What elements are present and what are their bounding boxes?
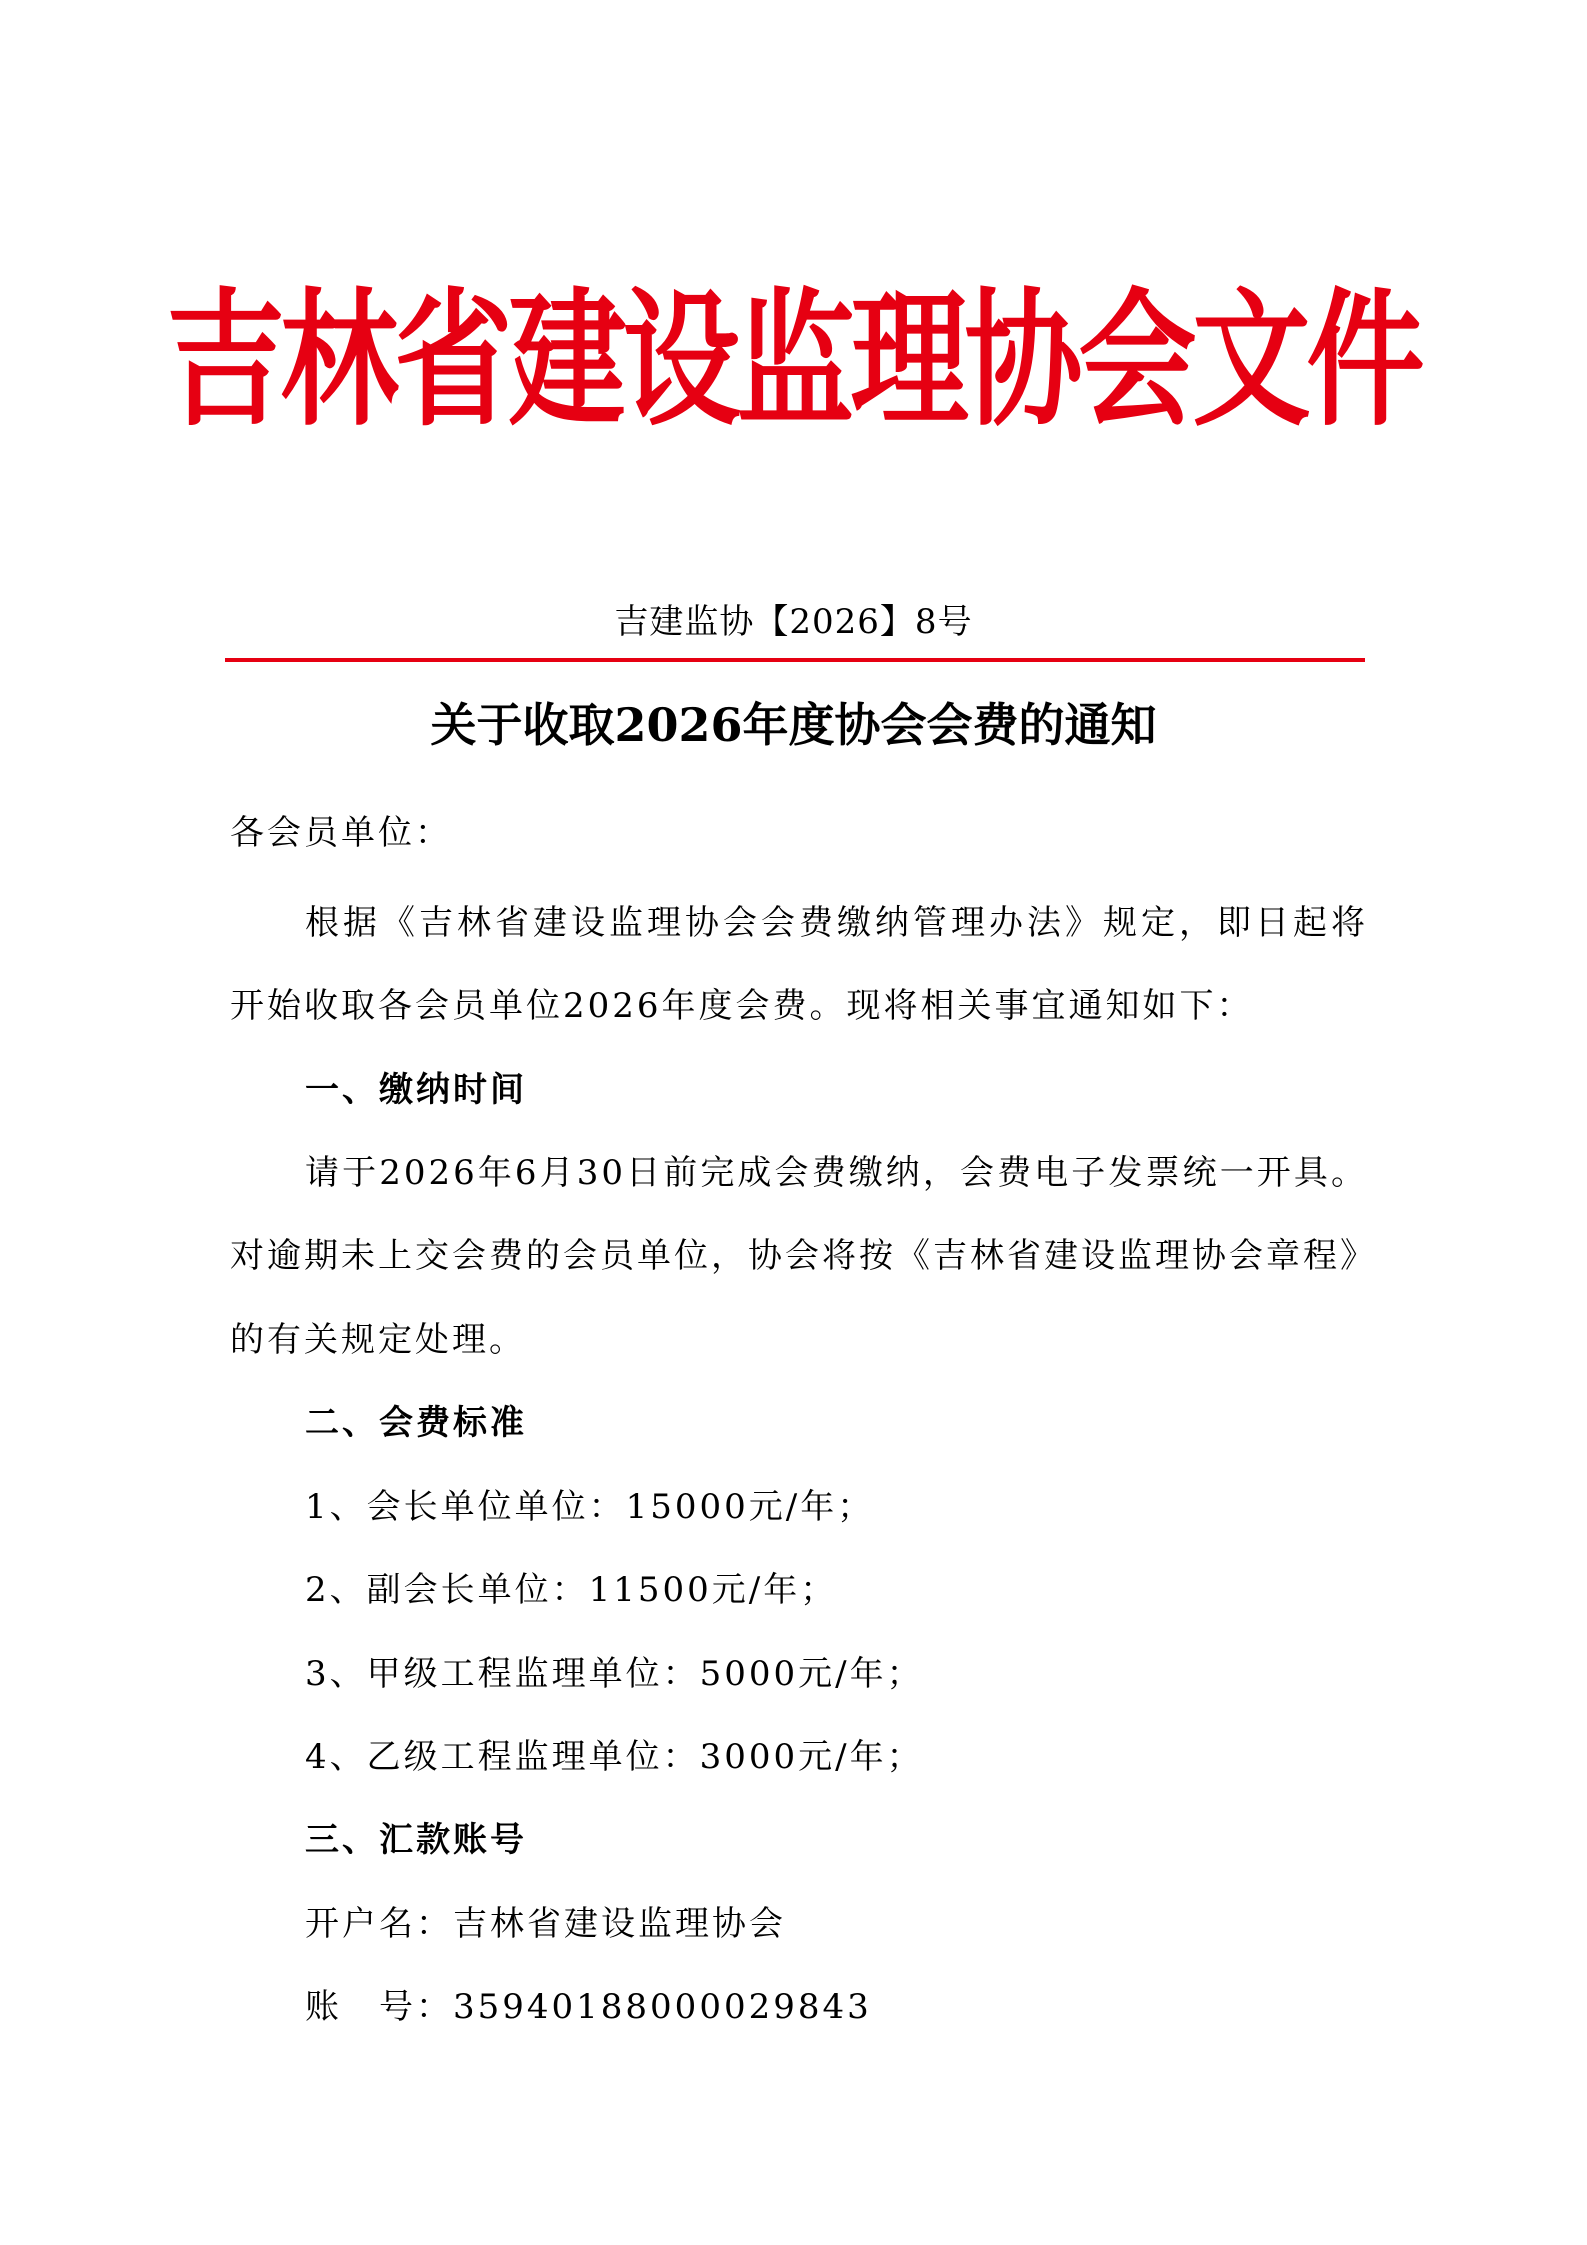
section-1-line-2: 对逾期未上交会费的会员单位，协会将按《吉林省建设监理协会章程》 [230,1236,1377,1276]
section-2-heading: 二、会费标准 [305,1403,527,1443]
fee-item-1: 1、会长单位单位：15000元/年； [305,1487,875,1527]
section-1-line-3: 的有关规定处理。 [230,1320,526,1360]
fee-item-3: 3、甲级工程监理单位：5000元/年； [305,1654,924,1694]
account-number: 账 号：35940188000029843 [305,1987,872,2027]
salutation: 各会员单位： [230,813,452,853]
notice-title: 关于收取2026年度协会会费的通知 [430,698,1157,752]
section-3-heading: 三、汇款账号 [305,1820,527,1860]
fee-item-4: 4、乙级工程监理单位：3000元/年； [305,1737,924,1777]
fee-item-2: 2、副会长单位：11500元/年； [305,1570,838,1610]
section-1-heading: 一、缴纳时间 [305,1070,527,1110]
red-divider-line [225,658,1365,662]
account-name: 开户名：吉林省建设监理协会 [305,1904,786,1944]
section-1-line-1: 请于2026年6月30日前完成会费缴纳，会费电子发票统一开具。 [305,1153,1368,1193]
masthead-title: 吉林省建设监理协会文件 [166,273,1421,447]
intro-line-2: 开始收取各会员单位2026年度会费。现将相关事宜通知如下： [230,986,1254,1026]
document-number: 吉建监协【2026】8号 [614,602,973,642]
intro-line-1: 根据《吉林省建设监理协会会费缴纳管理办法》规定，即日起将 [305,903,1368,943]
